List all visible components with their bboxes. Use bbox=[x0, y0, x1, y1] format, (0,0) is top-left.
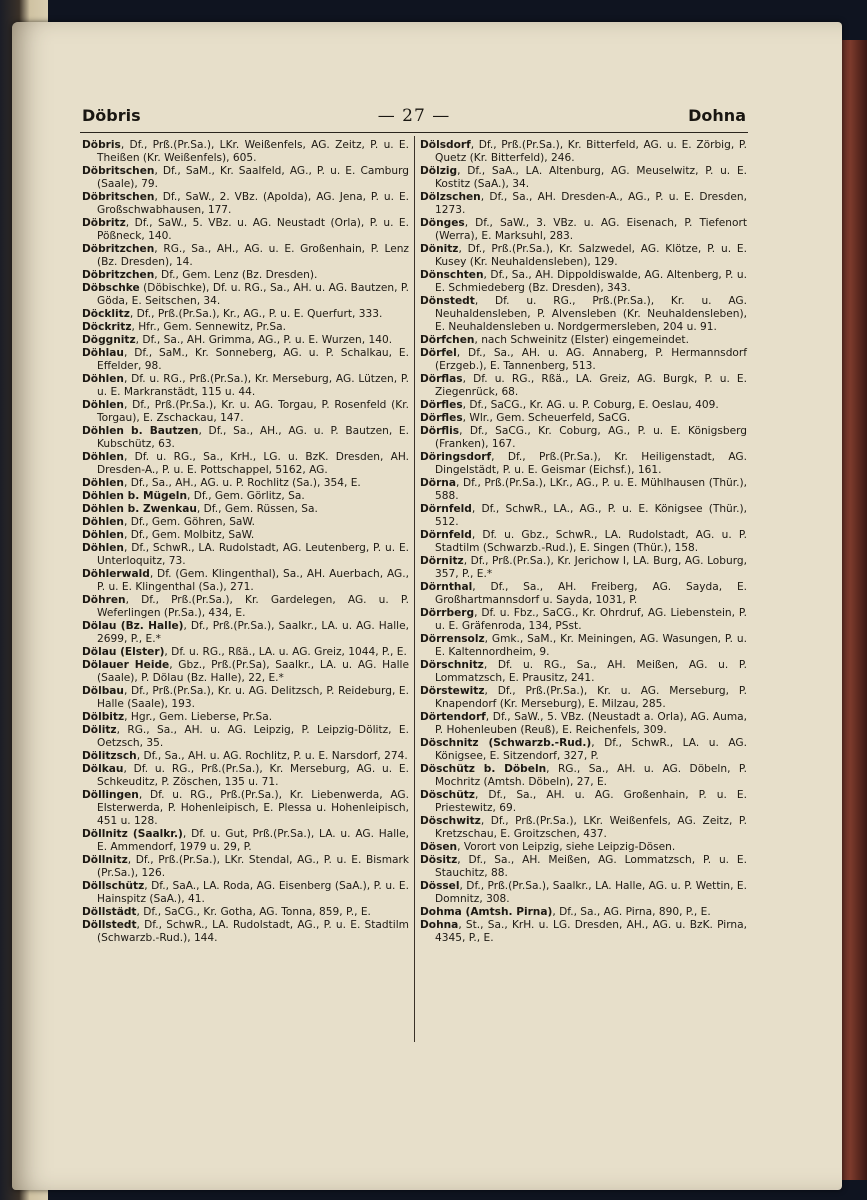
entry-headword: Dörrensolz bbox=[420, 633, 485, 645]
entry-details: , Hfr., Gem. Sennewitz, Pr.Sa. bbox=[131, 321, 286, 333]
gazetteer-entry bbox=[82, 724, 409, 750]
gazetteer-entry bbox=[82, 789, 409, 828]
gazetteer-entry bbox=[82, 139, 409, 165]
gazetteer-entry bbox=[420, 763, 747, 789]
page-header bbox=[78, 102, 750, 132]
entry-details: , Df., Prß.(Pr.Sa.), Kr. Jerichow I, LA. Burg, AG. Loburg, 357, P., E.* bbox=[435, 555, 747, 580]
entry-details: , Df. u. RG., Prß.(Pr.Sa.), Kr. Liebenwerda, AG. Elsterwerda, P. Hohenleipisch, E. Plessa u. Hohenleipisch, 451 u. 128. bbox=[97, 789, 409, 827]
entry-details: , Df., SaCG., Kr. AG. u. P. Coburg, E. Oeslau, 409. bbox=[462, 399, 719, 411]
entry-headword: Dölzschen bbox=[420, 191, 481, 203]
entry-details: , Df. u. RG., Sa., AH. Meißen, AG. u. P. Lommatzsch, E. Prausitz, 241. bbox=[435, 659, 747, 684]
entry-details: , Df., SaW., 5. VBz. u. AG. Neustadt (Orla), P. u. E. Pößneck, 140. bbox=[97, 217, 409, 242]
gazetteer-entry bbox=[82, 711, 409, 724]
gazetteer-entry bbox=[420, 451, 747, 477]
gazetteer-entry bbox=[420, 243, 747, 269]
entry-details: , Df., Gem. Rüssen, Sa. bbox=[196, 503, 318, 515]
entry-details: , Df., SaCG., Kr. Coburg, AG., P. u. E. Königsberg (Franken), 167. bbox=[435, 425, 747, 450]
entry-headword: Döhlen b. Zwenkau bbox=[82, 503, 197, 515]
entry-headword: Dörfchen bbox=[420, 334, 475, 346]
gazetteer-entry bbox=[82, 217, 409, 243]
entry-headword: Döringsdorf bbox=[420, 451, 492, 463]
entry-headword: Dölsdorf bbox=[420, 139, 471, 151]
entry-headword: Döllstädt bbox=[82, 906, 137, 918]
entry-details: , Vorort von Leipzig, siehe Leipzig-Dösen. bbox=[457, 841, 676, 853]
gazetteer-entry bbox=[420, 165, 747, 191]
gazetteer-entry bbox=[420, 711, 747, 737]
entry-headword: Dörstewitz bbox=[420, 685, 485, 697]
gazetteer-entry bbox=[82, 282, 409, 308]
entry-headword: Dörtendorf bbox=[420, 711, 486, 723]
entry-headword: Döschnitz (Schwarzb.-Rud.) bbox=[420, 737, 592, 749]
entry-details: , Df., Sa., AH. u. AG. Rochlitz, P. u. E. Narsdorf, 274. bbox=[136, 750, 408, 762]
entry-headword: Döllstedt bbox=[82, 919, 137, 931]
entry-headword: Döschütz bbox=[420, 789, 475, 801]
entry-details: , Df., Prß.(Pr.Sa.), Kr. Gardelegen, AG. u. P. Weferlingen (Pr.Sa.), 434, E. bbox=[97, 594, 409, 619]
entry-headword: Dölitz bbox=[82, 724, 117, 736]
entry-headword: Döbris bbox=[82, 139, 121, 151]
entry-details: , Gmk., SaM., Kr. Meiningen, AG. Wasungen, P. u. E. Kaltennordheim, 9. bbox=[435, 633, 747, 658]
gazetteer-entry bbox=[420, 295, 747, 334]
entry-headword: Döhlen bbox=[82, 451, 124, 463]
entry-headword: Dörna bbox=[420, 477, 456, 489]
gazetteer-entry bbox=[82, 529, 409, 542]
gazetteer-entry bbox=[82, 828, 409, 854]
entry-headword: Döhlen bbox=[82, 516, 124, 528]
gazetteer-entry bbox=[82, 321, 409, 334]
gazetteer-entry bbox=[420, 737, 747, 763]
gazetteer-entry bbox=[82, 542, 409, 568]
entry-headword: Dohna bbox=[420, 919, 459, 931]
gazetteer-entry bbox=[82, 919, 409, 945]
entry-headword: Döhlen bbox=[82, 399, 124, 411]
gazetteer-entry bbox=[82, 620, 409, 646]
gazetteer-entry bbox=[420, 347, 747, 373]
gazetteer-entry bbox=[82, 165, 409, 191]
entry-headword: Döbritschen bbox=[82, 165, 155, 177]
gazetteer-entry bbox=[82, 373, 409, 399]
entry-details: , Df., SaW., 2. VBz. (Apolda), AG. Jena, P. u. E. Großschwabhausen, 177. bbox=[97, 191, 409, 216]
entry-details: , RG., Sa., AH. u. AG. Leipzig, P. Leipzig-Dölitz, E. Oetzsch, 35. bbox=[97, 724, 409, 749]
gazetteer-entry bbox=[82, 243, 409, 269]
entry-details: , Df. (Gem. Klingenthal), Sa., AH. Auerbach, AG., P. u. E. Klingenthal (Sa.), 271. bbox=[97, 568, 409, 593]
gazetteer-entry bbox=[420, 139, 747, 165]
gazetteer-entry bbox=[420, 334, 747, 347]
gazetteer-entry bbox=[420, 269, 747, 295]
entry-details: (Döbischke), Df. u. RG., Sa., AH. u. AG. Bautzen, P. Göda, E. Seitschen, 34. bbox=[97, 282, 409, 307]
entry-headword: Dohma (Amtsh. Pirna) bbox=[420, 906, 553, 918]
entry-details: , Df., SaA., LA. Altenburg, AG. Meuselwitz, P. u. E. Kostitz (SaA.), 34. bbox=[435, 165, 747, 190]
gazetteer-entry bbox=[420, 854, 747, 880]
entry-details: , RG., Sa., AH. u. AG. Döbeln, P. Mochritz (Amtsh. Döbeln), 27, E. bbox=[435, 763, 747, 788]
gazetteer-entry bbox=[420, 581, 747, 607]
entry-details: , Df., Sa., AH., AG. u. P. Rochlitz (Sa.), 354, E. bbox=[123, 477, 361, 489]
entry-headword: Döllnitz bbox=[82, 854, 128, 866]
entry-details: , Df., Sa., AH. Meißen, AG. Lommatzsch, P. u. E. Stauchitz, 88. bbox=[435, 854, 747, 879]
gazetteer-entry bbox=[420, 191, 747, 217]
gazetteer-entry bbox=[82, 347, 409, 373]
entry-headword: Döhlau bbox=[82, 347, 124, 359]
entry-details: , Df., SaW., 5. VBz. (Neustadt a. Orla), AG. Auma, P. Hohenleuben (Reuß), E. Reichenfels, 309. bbox=[435, 711, 747, 736]
gazetteer-entry bbox=[420, 529, 747, 555]
gazetteer-entry bbox=[420, 633, 747, 659]
entry-headword: Döschwitz bbox=[420, 815, 481, 827]
entry-details: , Df., Sa., AH. Grimma, AG., P. u. E. Wurzen, 140. bbox=[135, 334, 393, 346]
entry-details: , Df. u. RG., Prß.(Pr.Sa.), Kr. Merseburg, AG. Lützen, P. u. E. Markranstädt, 115 u. 44. bbox=[97, 373, 409, 398]
entry-details: , Df., Gem. Görlitz, Sa. bbox=[186, 490, 305, 502]
column-divider bbox=[414, 136, 415, 1042]
gazetteer-entry bbox=[420, 373, 747, 399]
entry-details: , Df., Prß.(Pr.Sa.), LKr., AG., P. u. E. Mühlhausen (Thür.), 588. bbox=[435, 477, 747, 502]
gazetteer-entry bbox=[420, 659, 747, 685]
entry-details: , Df., Prß.(Pr.Sa.), LKr. Weißenfels, AG. Zeitz, P. Kretzschau, E. Groitzschen, 437. bbox=[435, 815, 747, 840]
entry-details: , Df., SchwR., LA. Rudolstadt, AG. Leutenberg, P. u. E. Unterloquitz, 73. bbox=[97, 542, 409, 567]
entry-details: , Df. u. Gut, Prß.(Pr.Sa.), LA. u. AG. Halle, E. Ammendorf, 1979 u. 29, P. bbox=[97, 828, 409, 853]
entry-headword: Döllnitz (Saalkr.) bbox=[82, 828, 183, 840]
entry-details: , Df., Gem. Göhren, SaW. bbox=[123, 516, 256, 528]
entry-headword: Döggnitz bbox=[82, 334, 136, 346]
gazetteer-entry bbox=[82, 191, 409, 217]
header-rule bbox=[80, 132, 748, 133]
entry-headword: Dörnitz bbox=[420, 555, 464, 567]
entry-headword: Dönges bbox=[420, 217, 465, 229]
gazetteer-entry bbox=[420, 919, 747, 945]
entry-headword: Dönschten bbox=[420, 269, 484, 281]
entry-details: , nach Schweinitz (Elster) eingemeindet. bbox=[474, 334, 689, 346]
entry-headword: Döhlen bbox=[82, 477, 124, 489]
entry-headword: Dölbau bbox=[82, 685, 124, 697]
entry-headword: Döschütz b. Döbeln bbox=[420, 763, 547, 775]
entry-headword: Dörnfeld bbox=[420, 503, 472, 515]
header-left-keyword: Döbris bbox=[82, 106, 141, 125]
entry-headword: Döcklitz bbox=[82, 308, 130, 320]
entry-headword: Döhren bbox=[82, 594, 126, 606]
entry-headword: Döbritschen bbox=[82, 191, 155, 203]
entry-details: , Df., Prß.(Pr.Sa.), Kr. Bitterfeld, AG. u. E. Zörbig, P. Quetz (Kr. Bitterfeld), 246. bbox=[435, 139, 747, 164]
gazetteer-entry bbox=[82, 763, 409, 789]
gazetteer-entry bbox=[420, 217, 747, 243]
entry-headword: Dörfel bbox=[420, 347, 457, 359]
entry-details: , RG., Sa., AH., AG. u. E. Großenhain, P. Lenz (Bz. Dresden), 14. bbox=[97, 243, 409, 268]
entry-headword: Döbritzchen bbox=[82, 269, 155, 281]
entry-details: , Df. u. RG., Rßä., LA. u. AG. Greiz, 1044, P., E. bbox=[164, 646, 407, 658]
entry-details: , St., Sa., KrH. u. LG. Dresden, AH., AG. u. BzK. Pirna, 4345, P., E. bbox=[435, 919, 747, 944]
entry-headword: Döhlen bbox=[82, 542, 124, 554]
entry-details: , Df., SchwR., LA. Rudolstadt, AG., P. u. E. Stadtilm (Schwarzb.-Rud.), 144. bbox=[97, 919, 409, 944]
entry-details: , Df. u. Fbz., SaCG., Kr. Ohrdruf, AG. Liebenstein, P. u. E. Gräfenroda, 134, PSst. bbox=[435, 607, 747, 632]
gazetteer-entry bbox=[420, 555, 747, 581]
entry-headword: Dölzig bbox=[420, 165, 458, 177]
gazetteer-entry bbox=[82, 308, 409, 321]
entry-headword: Döhlen b. Mügeln bbox=[82, 490, 187, 502]
gazetteer-entry bbox=[420, 685, 747, 711]
gazetteer-entry bbox=[82, 425, 409, 451]
entry-details: , Df., Prß.(Pr.Sa.), Saalkr., LA. u. AG. Halle, 2699, P., E.* bbox=[97, 620, 409, 645]
gazetteer-entry bbox=[82, 594, 409, 620]
entry-details: , Df., Sa., AH. u. AG. Großenhain, P. u. E. Priestewitz, 69. bbox=[435, 789, 747, 814]
gazetteer-entry bbox=[420, 607, 747, 633]
gazetteer-entry bbox=[420, 399, 747, 412]
entry-details: , Df., Prß.(Pr.Sa.), Kr. u. AG. Merseburg, P. Knapendorf (Kr. Merseburg), E. Milzau, 285. bbox=[435, 685, 747, 710]
entry-headword: Döhlen b. Bautzen bbox=[82, 425, 199, 437]
entry-details: , Df., Prß.(Pr.Sa.), Kr. u. AG. Delitzsch, P. Reideburg, E. Halle (Saale), 193. bbox=[97, 685, 409, 710]
gazetteer-entry bbox=[82, 685, 409, 711]
gazetteer-entry bbox=[420, 477, 747, 503]
gazetteer-entry bbox=[82, 399, 409, 425]
entry-details: , Df., Gem. Lenz (Bz. Dresden). bbox=[154, 269, 318, 281]
entry-details: , Gbz., Prß.(Pr.Sa), Saalkr., LA. u. AG. Halle (Saale), P. Dölau (Bz. Halle), 22, E.* bbox=[97, 659, 409, 684]
entry-details: , Hgr., Gem. Lieberse, Pr.Sa. bbox=[124, 711, 273, 723]
entry-headword: Döhlen bbox=[82, 529, 124, 541]
entry-details: , Df., SaA., LA. Roda, AG. Eisenberg (SaA.), P. u. E. Hainspitz (SaA.), 41. bbox=[97, 880, 409, 905]
right-column bbox=[420, 139, 747, 945]
gazetteer-entry bbox=[82, 503, 409, 516]
entry-headword: Dösitz bbox=[420, 854, 458, 866]
page-number: — 27 — bbox=[377, 106, 451, 126]
entry-headword: Dölitzsch bbox=[82, 750, 137, 762]
gazetteer-entry bbox=[82, 750, 409, 763]
gazetteer-entry bbox=[420, 841, 747, 854]
entry-headword: Dörnthal bbox=[420, 581, 473, 593]
gazetteer-entry bbox=[82, 646, 409, 659]
gazetteer-entry bbox=[420, 906, 747, 919]
gazetteer-entry bbox=[420, 815, 747, 841]
entry-headword: Dölbitz bbox=[82, 711, 125, 723]
entry-details: , Df., Prß.(Pr.Sa.), Kr. u. AG. Torgau, P. Rosenfeld (Kr. Torgau), E. Zschackau, 147. bbox=[97, 399, 409, 424]
entry-details: , Df., SchwR., LA. u. AG. Königsee, E. Sitzendorf, 327, P. bbox=[435, 737, 747, 762]
gazetteer-entry bbox=[420, 503, 747, 529]
entry-headword: Dölkau bbox=[82, 763, 124, 775]
entry-headword: Dössel bbox=[420, 880, 460, 892]
entry-headword: Döbritzchen bbox=[82, 243, 155, 255]
entry-details: , Df., Prß.(Pr.Sa.), Kr. Salzwedel, AG. Klötze, P. u. E. Kusey (Kr. Neuhaldensleben), 129. bbox=[435, 243, 747, 268]
gazetteer-entry bbox=[420, 789, 747, 815]
entry-details: , Df., Prß.(Pr.Sa.), Kr. Heiligenstadt, AG. Dingelstädt, P. u. E. Geismar (Eichsf.), 161. bbox=[435, 451, 747, 476]
entry-details: , Df., Sa., AH., AG. u. P. Bautzen, E. Kubschütz, 63. bbox=[97, 425, 409, 450]
entry-headword: Dörflis bbox=[420, 425, 460, 437]
gazetteer-entry bbox=[420, 425, 747, 451]
gazetteer-entry bbox=[420, 880, 747, 906]
entry-details: , Df., Sa., AH. Dippoldiswalde, AG. Altenberg, P. u. E. Schmiedeberg (Bz. Dresden), 343. bbox=[435, 269, 747, 294]
entry-details: , Df. u. RG., Prß.(Pr.Sa.), Kr. Merseburg, AG. u. E. Schkeuditz, P. Zöschen, 135 u. 71. bbox=[97, 763, 409, 788]
entry-details: , Df., Prß.(Pr.Sa.), Kr., AG., P. u. E. Querfurt, 333. bbox=[129, 308, 383, 320]
entry-headword: Dörfles bbox=[420, 399, 463, 411]
gazetteer-entry bbox=[82, 451, 409, 477]
gazetteer-entry bbox=[82, 334, 409, 347]
entry-details: , Df., Sa., AH. Dresden-A., AG., P. u. E. Dresden, 1273. bbox=[435, 191, 747, 216]
entry-headword: Döhlerwald bbox=[82, 568, 150, 580]
gazetteer-entry bbox=[82, 659, 409, 685]
entry-details: , Df. u. RG., Rßä., LA. Greiz, AG. Burgk, P. u. E. Ziegenrück, 68. bbox=[435, 373, 747, 398]
gazetteer-entry bbox=[82, 568, 409, 594]
entry-details: , Df., Prß.(Pr.Sa.), Saalkr., LA. Halle, AG. u. P. Wettin, E. Domnitz, 308. bbox=[435, 880, 747, 905]
gazetteer-entry bbox=[82, 477, 409, 490]
gazetteer-entry bbox=[82, 516, 409, 529]
entry-headword: Dörrberg bbox=[420, 607, 475, 619]
gazetteer-entry bbox=[82, 854, 409, 880]
entry-headword: Dönitz bbox=[420, 243, 459, 255]
entry-headword: Döckritz bbox=[82, 321, 132, 333]
entry-details: , Df., SaCG., Kr. Gotha, AG. Tonna, 859, P., E. bbox=[136, 906, 371, 918]
entry-headword: Dörfles bbox=[420, 412, 463, 424]
entry-headword: Dörnfeld bbox=[420, 529, 472, 541]
entry-details: , Df. u. RG., Sa., KrH., LG. u. BzK. Dresden, AH. Dresden-A., P. u. E. Pottschappel, 5162, AG. bbox=[97, 451, 409, 476]
entry-headword: Dörflas bbox=[420, 373, 463, 385]
entry-details: , Df., SaM., Kr. Saalfeld, AG., P. u. E. Camburg (Saale), 79. bbox=[97, 165, 409, 190]
entry-details: , Df., SchwR., LA., AG., P. u. E. Königsee (Thür.), 512. bbox=[435, 503, 747, 528]
gazetteer-entry bbox=[420, 412, 747, 425]
entry-headword: Döllschütz bbox=[82, 880, 145, 892]
entry-details: , Df., Prß.(Pr.Sa.), LKr. Weißenfels, AG. Zeitz, P. u. E. Theißen (Kr. Weißenfels), 605. bbox=[97, 139, 409, 164]
entry-details: , Df., SaM., Kr. Sonneberg, AG. u. P. Schalkau, E. Effelder, 98. bbox=[97, 347, 409, 372]
gazetteer-entry bbox=[82, 269, 409, 282]
entry-headword: Döbschke bbox=[82, 282, 140, 294]
gazetteer-entry bbox=[82, 906, 409, 919]
entry-headword: Dölau (Elster) bbox=[82, 646, 165, 658]
entry-headword: Dönstedt bbox=[420, 295, 475, 307]
entry-headword: Dölauer Heide bbox=[82, 659, 170, 671]
entry-details: , Wlr., Gem. Scheuerfeld, SaCG. bbox=[462, 412, 631, 424]
entry-details: , Df. u. RG., Prß.(Pr.Sa.), Kr. u. AG. Neuhaldensleben, P. Alvensleben (Kr. Neuhaldensleben), E. Neuhaldensleben u. Nordgermersleben, 204 u. 91. bbox=[435, 295, 747, 333]
entry-headword: Döhlen bbox=[82, 373, 124, 385]
entry-headword: Döbritz bbox=[82, 217, 126, 229]
entry-headword: Dölau (Bz. Halle) bbox=[82, 620, 184, 632]
entry-headword: Dösen bbox=[420, 841, 458, 853]
entry-details: , Df., Sa., AH. Freiberg, AG. Sayda, E. Großhartmannsdorf u. Sayda, 1031, P. bbox=[435, 581, 747, 606]
left-column bbox=[82, 139, 409, 945]
entry-details: , Df., Sa., AH. u. AG. Annaberg, P. Hermannsdorf (Erzgeb.), E. Tannenberg, 513. bbox=[435, 347, 747, 372]
gazetteer-entry bbox=[82, 490, 409, 503]
entry-details: , Df., Gem. Molbitz, SaW. bbox=[123, 529, 255, 541]
entry-headword: Döllingen bbox=[82, 789, 139, 801]
entry-details: , Df., Sa., AG. Pirna, 890, P., E. bbox=[552, 906, 711, 918]
entry-details: , Df., Prß.(Pr.Sa.), LKr. Stendal, AG., P. u. E. Bismark (Pr.Sa.), 126. bbox=[97, 854, 409, 879]
entry-headword: Dörschnitz bbox=[420, 659, 484, 671]
header-right-keyword: Dohna bbox=[688, 106, 746, 125]
entry-details: , Df., SaW., 3. VBz. u. AG. Eisenach, P. Tiefenort (Werra), E. Marksuhl, 283. bbox=[435, 217, 747, 242]
gazetteer-entry bbox=[82, 880, 409, 906]
entry-details: , Df. u. Gbz., SchwR., LA. Rudolstadt, AG. u. P. Stadtilm (Schwarzb.-Rud.), E. Singen (Thür.), 158. bbox=[435, 529, 747, 554]
